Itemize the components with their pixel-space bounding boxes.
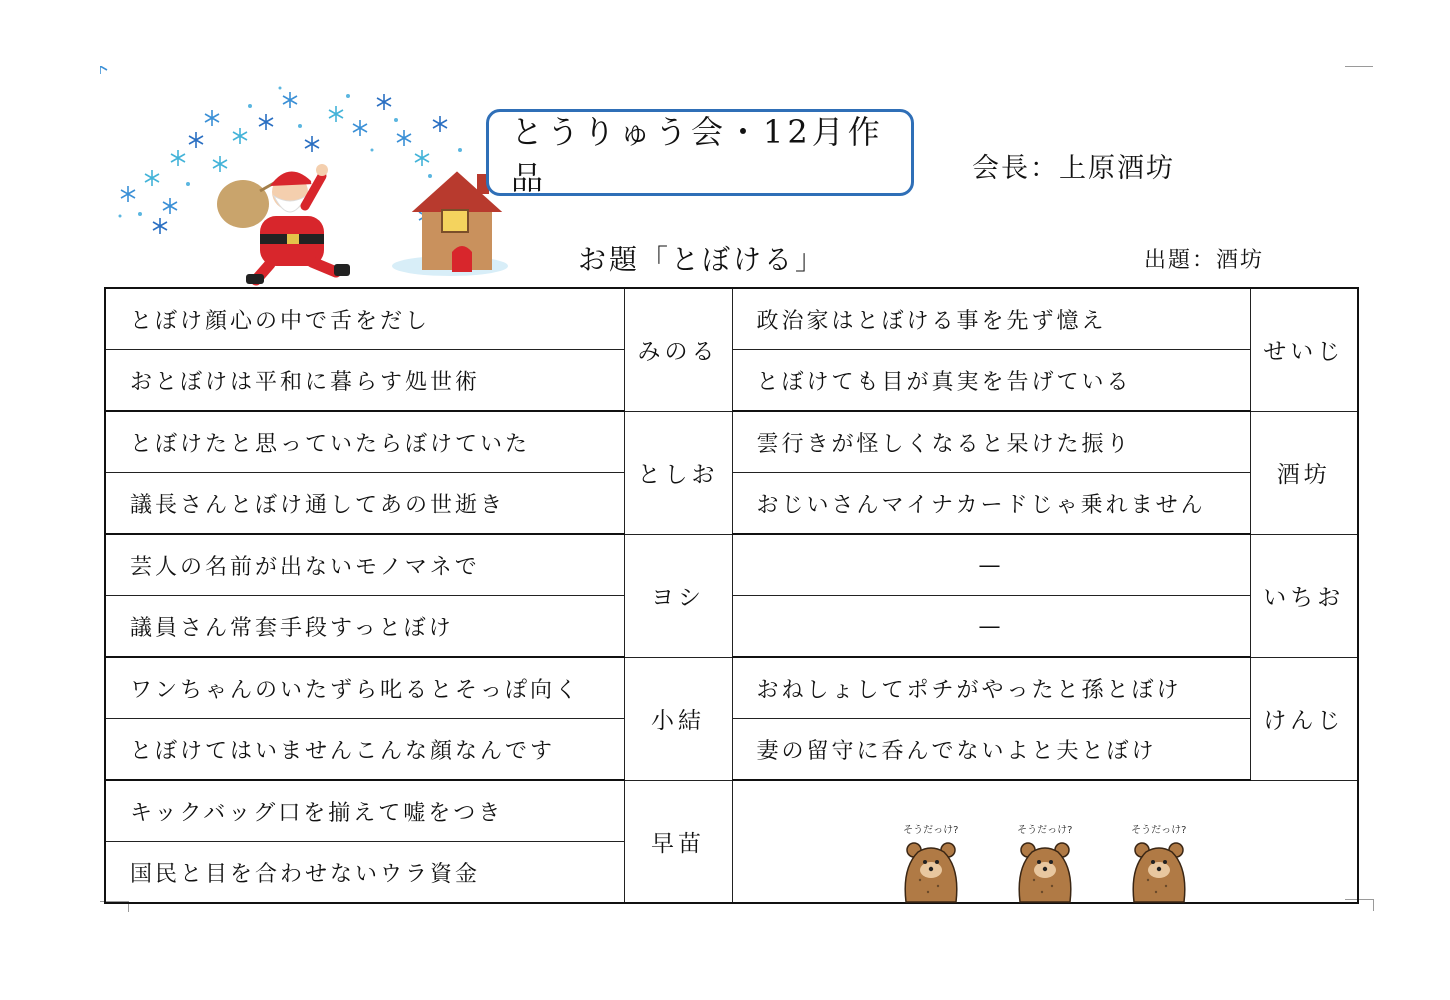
author-cell: としお xyxy=(624,411,732,534)
author-cell: ヨシ xyxy=(624,534,732,657)
author-cell: せいじ xyxy=(1250,288,1358,411)
poem-cell: おじいさんマイナカードじゃ乗れません xyxy=(732,473,1250,535)
senryu-table xyxy=(104,287,1359,904)
table-row xyxy=(105,411,1358,473)
poem-cell: ワンちゃんのいたずら叱るとそっぽ向く xyxy=(105,657,624,719)
table-row xyxy=(105,473,1358,535)
bear-illustration-cell xyxy=(732,780,1358,903)
bear-figure xyxy=(1126,821,1192,904)
poem-cell: とぼけても目が真実を告げている xyxy=(732,350,1250,412)
setter-label: 出題：酒坊 xyxy=(1144,248,1265,273)
bear-figure xyxy=(898,821,964,904)
page-corner-mark xyxy=(1345,56,1373,67)
poem-cell: とぼけてはいませんこんな顔なんです xyxy=(105,719,624,781)
poem-cell: おねしょしてポチがやったと孫とぼけ xyxy=(732,657,1250,719)
table-row xyxy=(105,350,1358,412)
poem-cell-empty: — xyxy=(732,596,1250,658)
bear-icon xyxy=(1012,838,1078,904)
bear-caption: そうだっけ? xyxy=(1131,825,1187,836)
page-title-box xyxy=(486,109,914,196)
author-cell: 小結 xyxy=(624,657,732,780)
poem-cell: とぼけたと思っていたらぼけていた xyxy=(105,411,624,473)
author-cell: みのる xyxy=(624,288,732,411)
snowflake-icon xyxy=(100,66,107,74)
author-cell: 酒坊 xyxy=(1250,411,1358,534)
bear-group xyxy=(733,779,1358,904)
page-title: とうりゅう会・12月作品 xyxy=(511,112,884,197)
table-row xyxy=(105,780,1358,842)
bear-figure xyxy=(1012,821,1078,904)
poem-cell: おとぼけは平和に暮らす処世術 xyxy=(105,350,624,412)
poem-cell: 議員さん常套手段すっとぼけ xyxy=(105,596,624,658)
table-row xyxy=(105,719,1358,781)
chair-label: 会長：上原酒坊 xyxy=(972,153,1175,184)
poem-cell: 雲行きが怪しくなると呆けた振り xyxy=(732,411,1250,473)
author-cell: けんじ xyxy=(1250,657,1358,780)
bear-caption: そうだっけ? xyxy=(1017,825,1073,836)
poem-cell: 国民と目を合わせないウラ資金 xyxy=(105,842,624,904)
table-row xyxy=(105,596,1358,658)
poem-cell: 議長さんとぼけ通してあの世逝き xyxy=(105,473,624,535)
bear-icon xyxy=(1126,838,1192,904)
theme-label: お題「とぼける」 xyxy=(578,243,827,276)
poem-cell: 妻の留守に呑んでないよと夫とぼけ xyxy=(732,719,1250,781)
table-row xyxy=(105,534,1358,596)
poem-cell: 芸人の名前が出ないモノマネで xyxy=(105,534,624,596)
table-row xyxy=(105,657,1358,719)
bear-icon xyxy=(898,838,964,904)
poem-cell-empty: — xyxy=(732,534,1250,596)
author-cell: 早苗 xyxy=(624,780,732,903)
table-row xyxy=(105,288,1358,350)
bear-caption: そうだっけ? xyxy=(903,825,959,836)
poem-cell: キックバッグ口を揃えて嘘をつき xyxy=(105,780,624,842)
santa-illustration xyxy=(217,164,350,284)
poem-cell: とぼけ顔心の中で舌をだし xyxy=(105,288,624,350)
poem-cell: 政治家はとぼける事を先ず憶え xyxy=(732,288,1250,350)
author-cell: いちお xyxy=(1250,534,1358,657)
